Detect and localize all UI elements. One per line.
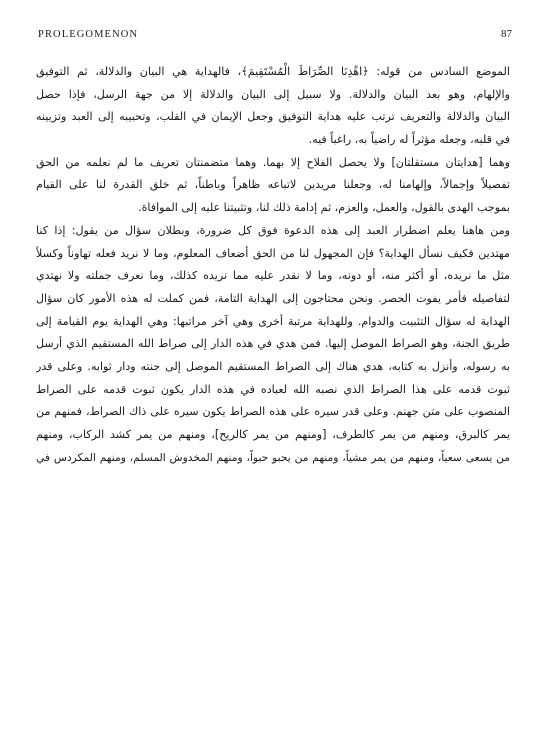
paragraph xyxy=(36,220,510,470)
paragraph xyxy=(36,152,510,220)
text-line: الموضع السادس من قوله: ﴿اهْدِنَا الصِّرَاطَ الْمُسْتَقِيمَ﴾، فالهداية هي البيان والدلالة، ثم التوفيق xyxy=(36,65,510,78)
text-line: يمر كالبرق، ومنهم من يمر كالطرف، [ومنهم من يمر كالريح]، ومنهم من يمر كشد الركاب، ومنهم xyxy=(36,428,510,441)
text-line: مثل ما نريده، أو أكثر منه، أو دونه، وما لا نقدر عليه مما نريده كذلك، وما نعرف جملته ولا نهتدي xyxy=(36,269,510,283)
text-line: تفصيلاً وإجمالاً، وإلهامنا له، وجعلنا مريدين لاتباعه ظاهراً وباطناً، ثم خلق القدرة لنا على القيام xyxy=(36,178,510,192)
text-line: مهتدين فكيف نسأل الهداية؟ فإن المجهول لنا من الحق أضعاف المعلوم، وما لا نريد فعله تهاوناً وكسلاً xyxy=(36,246,510,260)
body-text xyxy=(36,61,510,469)
paragraph xyxy=(36,61,510,152)
text-line: لتفاصيله فأمر يفوت الحصر. ونحن محتاجون إلى الهداية التامة، فمن كملت له هذه الأمور كان سؤال xyxy=(36,291,510,305)
text-line: طريق الجنة، وهو الصراط الموصل إليها. فمن هدي في هذه الدار إلى صراط الله المستقيم الذي أرسل xyxy=(36,337,510,351)
text-line: والإلهام، وهو بعد البيان والدلالة. ولا سبيل إلى البيان والدلالة إلا من جهة الرسل، فإذا حصل xyxy=(36,87,510,101)
text-line: المنصوب على متن جهنم. وعلى قدر سيره على هذه الصراط يكون سيره على ذاك الصراط، فمنهم من xyxy=(36,405,510,419)
text-line: الهداية له سؤال التثبيت والدوام. وللهداية مرتبة أخرى وهي آخر مراتبها: وهي الهداية يوم القيامة إلى xyxy=(36,314,510,328)
text-line: به رسوله، وأنزل به كتابه، هدي هناك إلى الصراط المستقيم الموصل إلى جنته ودار ثوابه. وعلى قدر xyxy=(36,359,510,373)
page-number: 87 xyxy=(501,28,512,40)
text-line: من يسعى سعياً، ومنهم من يمر مشياً، ومنهم من يحبو حبواً، ومنهم المخدوش المسلم، ومنهم المكردس في xyxy=(36,450,510,464)
running-head xyxy=(38,28,512,42)
text-line: وهما [هدايتان مستقلتان] ولا يحصل الفلاح إلا بهما. وهما متضمنتان تعريف ما لم نعلمه من الحق xyxy=(36,155,510,169)
text-line: بموجب الهدى بالقول، والعمل، والعزم، ثم إدامة ذلك لنا، وتثبيتنا عليه إلى الموافاة. xyxy=(138,201,510,215)
text-line: البيان والدلالة والتعريف ترتب عليه هداية التوفيق وجعل الإيمان في القلب، وتحبيبه إلى العبد وتزيينه xyxy=(36,110,510,124)
text-line: في قلبه، وجعله مؤثراً له راضياً به، راغباً فيه. xyxy=(308,133,510,147)
running-head-title: PROLEGOMENON xyxy=(38,29,139,40)
text-line: ثبوت قدمه على هذا الصراط الذي نصبه الله لعباده في هذه الدار يكون ثبوت قدمه على الصراط xyxy=(36,382,510,396)
text-line: ومن هاهنا يعلم اضطرار العبد إلى هذه الدعوة فوق كل ضرورة، وبطلان سؤال من يقول: إذا كنا xyxy=(36,223,510,237)
